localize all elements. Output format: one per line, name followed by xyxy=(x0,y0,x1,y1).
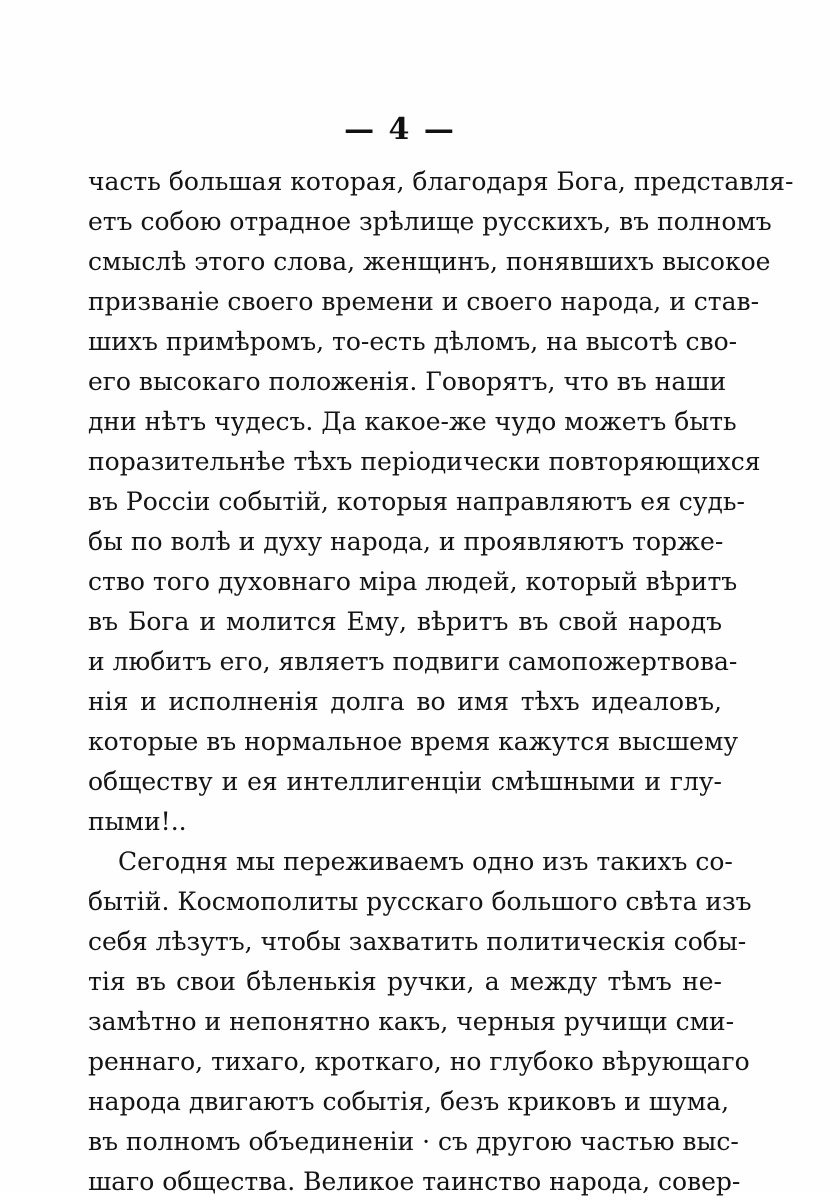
text-line: въ Бога и молится Ему, вѣритъ въ свой народъ xyxy=(88,607,722,636)
text-line: въ Россіи событій, которыя направляютъ ея судь- xyxy=(88,487,745,516)
paragraph-2 xyxy=(88,842,752,1202)
text-line: шаго общества. Великое таинство народа, совер- xyxy=(88,1167,741,1196)
text-line: тія въ свои бѣленькія ручки, а между тѣмъ не- xyxy=(88,967,722,996)
text-line: призваніе своего времени и своего народа, и став- xyxy=(88,287,760,316)
text-line: ство того духовнаго міра людей, который вѣритъ xyxy=(88,567,738,596)
text-line: часть большая которая, благодаря Бога, представля- xyxy=(88,167,794,196)
text-line: замѣтно и непонятно какъ, черныя ручищи сми- xyxy=(88,1007,735,1036)
text-line: смыслѣ этого слова, женщинъ, понявшихъ высокое xyxy=(88,247,771,276)
text-line: дни нѣтъ чудесъ. Да какое-же чудо можетъ быть xyxy=(88,407,737,436)
text-line: себя лѣзутъ, чтобы захватить политическія собы- xyxy=(88,927,747,956)
text-line: обществу и ея интеллигенціи смѣшными и глу- xyxy=(88,767,722,796)
text-line: которые въ нормальное время кажутся высшему xyxy=(88,727,739,756)
text-line: бы по волѣ и духу народа, и проявляютъ торже- xyxy=(88,527,724,556)
text-line: етъ собою отрадное зрѣлище русскихъ, въ полномъ xyxy=(88,207,772,236)
paragraph-1 xyxy=(88,162,794,842)
text-line: и любитъ его, являетъ подвиги самопожертвова- xyxy=(88,647,738,676)
page-number: — 4 — xyxy=(344,112,456,147)
body-text xyxy=(88,162,794,1202)
text-line: Сегодня мы переживаемъ одно изъ такихъ со- xyxy=(118,847,733,876)
text-line: его высокаго положенія. Говорятъ, что въ наши xyxy=(88,367,727,396)
text-line: пыми!.. xyxy=(88,807,187,836)
text-line: народа двигаютъ событія, безъ криковъ и шума, xyxy=(88,1087,730,1116)
text-line: бытій. Космополиты русскаго большого свѣта изъ xyxy=(88,887,752,916)
text-line: шихъ примѣромъ, то-есть дѣломъ, на высотѣ сво- xyxy=(88,327,738,356)
text-line: нія и исполненія долга во имя тѣхъ идеаловъ, xyxy=(88,687,722,716)
text-line: реннаго, тихаго, кроткаго, но глубоко вѣрующаго xyxy=(88,1047,750,1076)
text-line: поразительнѣе тѣхъ періодически повторяющихся xyxy=(88,447,761,476)
text-line: въ полномъ объединеніи · съ другою частью выс- xyxy=(88,1127,739,1156)
